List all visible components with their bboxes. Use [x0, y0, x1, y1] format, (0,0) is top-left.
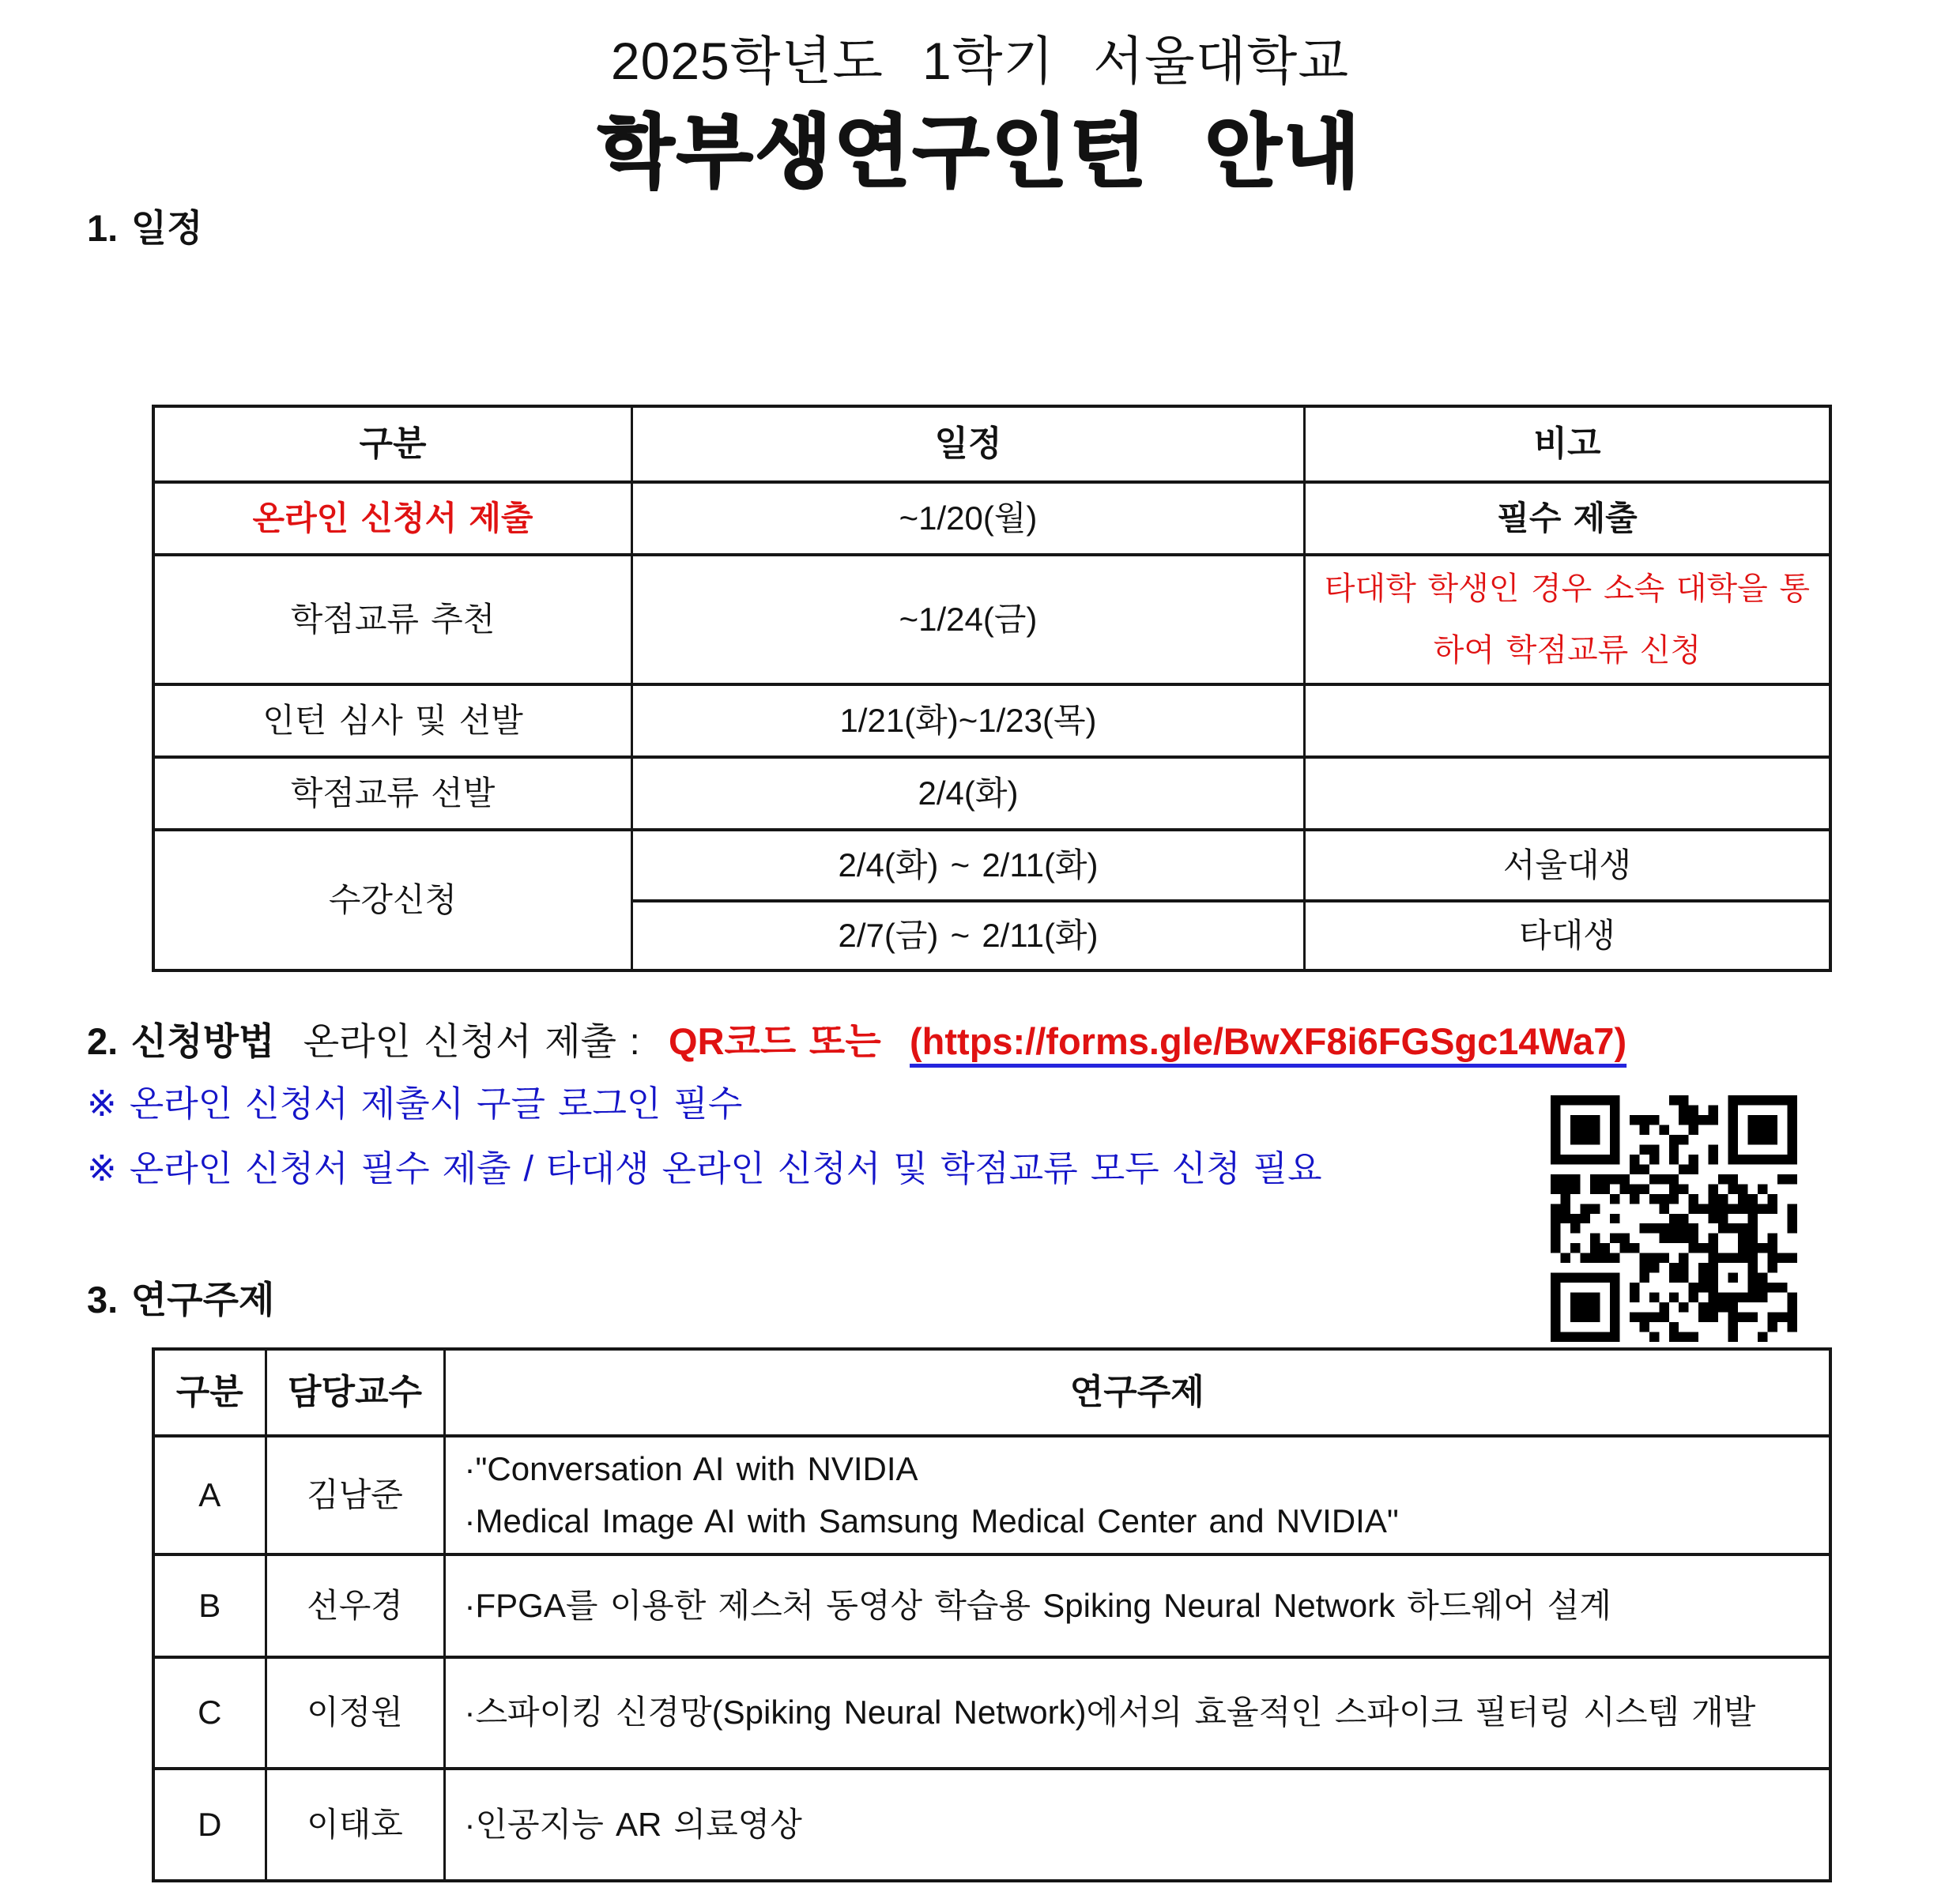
research-topics-table [152, 1347, 1832, 1882]
schedule-row [153, 482, 1830, 555]
schedule-row [153, 684, 1830, 757]
research-row [153, 1769, 1830, 1881]
schedule-table [152, 405, 1832, 972]
note-cell: 타대학 학생인 경우 소속 대학을 통하여 학점교류 신청 [1305, 555, 1831, 684]
note-cell [1305, 684, 1831, 757]
application-form-link[interactable]: (https://forms.gle/BwXF8i6FGSgc14Wa7) [910, 1020, 1627, 1062]
research-header-0: 구분 [153, 1349, 266, 1436]
schedule-table-head [153, 406, 1830, 482]
group-cell: A [153, 1436, 266, 1554]
topic-line: ·"Conversation AI with NVIDIA [464, 1449, 918, 1487]
topic-cell [444, 1436, 1830, 1554]
schedule-header-1: 일정 [632, 406, 1305, 482]
note-required-submission: ※ 온라인 신청서 필수 제출 / 타대생 온라인 신청서 및 학점교류 모두 신청 필요 [87, 1148, 1322, 1189]
schedule-cell: ~1/24(금) [632, 555, 1305, 684]
section2-heading: 2. 신청방법 [87, 1020, 275, 1062]
schedule-cell: 2/7(금) ~ 2/11(화) [632, 901, 1305, 970]
topic-cell [444, 1554, 1830, 1657]
document-subtitle: 2025학년도 1학기 서울대학교 [610, 32, 1350, 90]
research-header-1: 담당교수 [266, 1349, 444, 1436]
research-header-2: 연구주제 [444, 1349, 1830, 1436]
note-cell: 필수 제출 [1305, 482, 1831, 555]
document-title: 학부생연구인턴 안내 [597, 108, 1363, 197]
category-cell: 학점교류 추천 [153, 555, 632, 684]
schedule-header-0: 구분 [153, 406, 632, 482]
schedule-row [153, 830, 1830, 901]
section2-intro: 온라인 신청서 제출 : [303, 1020, 640, 1062]
topic-cell [444, 1769, 1830, 1881]
note-cell: 서울대생 [1305, 830, 1831, 901]
research-row [153, 1657, 1830, 1769]
professor-cell: 이태호 [266, 1769, 444, 1881]
group-cell: C [153, 1657, 266, 1769]
schedule-cell: 1/21(화)~1/23(목) [632, 684, 1305, 757]
section2-line [87, 1012, 1626, 1065]
note-google-login: ※ 온라인 신청서 제출시 구글 로그인 필수 [87, 1083, 743, 1124]
topic-line: ·스파이킹 신경망(Spiking Neural Network)에서의 효율적인 스파이크 필터링 시스템 개발 [464, 1694, 1756, 1731]
qr-label: QR코드 또는 [669, 1020, 881, 1062]
topic-line: ·Medical Image AI with Samsung Medical Center and NVIDIA" [464, 1502, 1399, 1539]
topic-line: ·FPGA를 이용한 제스처 동영상 학습용 Spiking Neural Network 하드웨어 설계 [464, 1586, 1611, 1624]
professor-cell: 이정원 [266, 1657, 444, 1769]
professor-cell: 김남준 [266, 1436, 444, 1554]
schedule-cell: 2/4(화) [632, 757, 1305, 830]
schedule-row [153, 555, 1830, 684]
qr-code-icon [1551, 1095, 1797, 1342]
topic-cell [444, 1657, 1830, 1769]
category-cell: 수강신청 [153, 830, 632, 970]
research-row [153, 1436, 1830, 1554]
group-cell: D [153, 1769, 266, 1881]
note-cell [1305, 757, 1831, 830]
section3-heading: 3. 연구주제 [87, 1279, 275, 1321]
category-cell: 인턴 심사 및 선발 [153, 684, 632, 757]
professor-cell: 선우경 [266, 1554, 444, 1657]
schedule-header-2: 비고 [1305, 406, 1831, 482]
group-cell: B [153, 1554, 266, 1657]
schedule-cell: ~1/20(월) [632, 482, 1305, 555]
research-table-head [153, 1349, 1830, 1436]
note-cell: 타대생 [1305, 901, 1831, 970]
category-cell: 온라인 신청서 제출 [153, 482, 632, 555]
schedule-cell: 2/4(화) ~ 2/11(화) [632, 830, 1305, 901]
research-row [153, 1554, 1830, 1657]
schedule-row [153, 757, 1830, 830]
section1-heading: 1. 일정 [87, 207, 203, 249]
topic-line: ·인공지능 AR 의료영상 [464, 1805, 802, 1843]
category-cell: 학점교류 선발 [153, 757, 632, 830]
